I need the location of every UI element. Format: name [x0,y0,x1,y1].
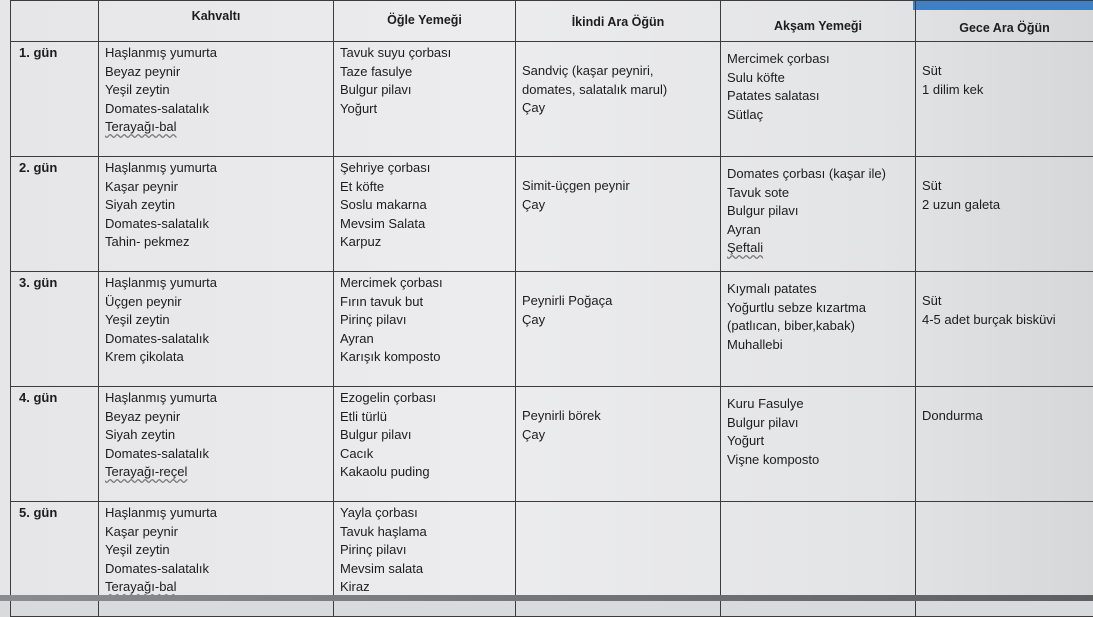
menu-item: Terayağı-bal [105,578,333,597]
menu-item: Kakaolu puding [340,463,515,482]
dinner-cell [721,387,916,502]
menu-item: Vişne komposto [727,451,915,470]
menu-item: Etli türlü [340,408,515,427]
lunch-cell [334,157,516,272]
menu-item: Tavuk suyu çorbası [340,44,515,63]
menu-item: Yoğurt [727,432,915,451]
dinner-cell [721,42,916,157]
menu-item: Domates-salatalık [105,215,333,234]
menu-item: Şehriye çorbası [340,159,515,178]
menu-item: 2 uzun galeta [922,196,1093,215]
menu-item: Yayla çorbası [340,504,515,523]
menu-item: Fırın tavuk but [340,293,515,312]
menu-item: Haşlanmış yumurta [105,389,333,408]
menu-item: Bulgur pilavı [340,81,515,100]
breakfast-cell [99,387,334,502]
header-breakfast: Kahvaltı [99,1,334,42]
menu-item: Mevsim Salata [340,215,515,234]
breakfast-cell [99,272,334,387]
menu-item: Bulgur pilavı [340,426,515,445]
menu-item: Çay [522,99,720,118]
header-night-snack: Gece Ara Öğün [916,1,1093,42]
afternoon-cell [516,387,721,502]
menu-item: Dondurma [922,407,1093,426]
dinner-cell [721,157,916,272]
menu-item: Pirinç pilavı [340,541,515,560]
menu-item: Domates-salatalık [105,100,333,119]
menu-item: Siyah zeytin [105,196,333,215]
menu-item: Ayran [340,330,515,349]
menu-item: Domates-salatalık [105,560,333,579]
menu-item: Pirinç pilavı [340,311,515,330]
night-cell [916,157,1093,272]
menu-item: Bulgur pilavı [727,414,915,433]
menu-item: Ezogelin çorbası [340,389,515,408]
night-cell [916,272,1093,387]
menu-item: Taze fasulye [340,63,515,82]
lunch-cell [334,42,516,157]
table-row [11,42,1093,157]
dinner-cell [721,272,916,387]
menu-item: Et köfte [340,178,515,197]
menu-item: 4-5 adet burçak bisküvi [922,311,1093,330]
menu-item: Kiraz [340,578,515,597]
menu-item: 1 dilim kek [922,81,1093,100]
menu-item: Üçgen peynir [105,293,333,312]
menu-item: Domates-salatalık [105,445,333,464]
menu-item: Karışık komposto [340,348,515,367]
night-cell [916,42,1093,157]
menu-item: Domates-salatalık [105,330,333,349]
menu-item: Kaşar peynir [105,178,333,197]
menu-item: Yeşil zeytin [105,311,333,330]
menu-item: Peynirli börek [522,407,720,426]
header-day [11,1,99,42]
menu-item: Simit-üçgen peynir [522,177,720,196]
menu-item: Haşlanmış yumurta [105,274,333,293]
menu-item: Yeşil zeytin [105,541,333,560]
header-dinner: Akşam Yemeği [721,1,916,42]
menu-item: Yoğurtlu sebze kızartma [727,299,915,318]
menu-item: Haşlanmış yumurta [105,504,333,523]
menu-item: Beyaz peynir [105,63,333,82]
breakfast-cell [99,157,334,272]
day-label: 4. gün [11,387,99,502]
breakfast-cell [99,42,334,157]
table-row [11,272,1093,387]
lunch-cell [334,387,516,502]
menu-item: Kıymalı patates [727,280,915,299]
menu-item: Kaşar peynir [105,523,333,542]
menu-item: domates, salatalık marul) [522,81,720,100]
menu-item: Çay [522,311,720,330]
menu-item: Süt [922,292,1093,311]
menu-item: Sandviç (kaşar peyniri, [522,62,720,81]
header-afternoon-snack: İkindi Ara Öğün [516,1,721,42]
menu-item: Beyaz peynir [105,408,333,427]
menu-item: Muhallebi [727,336,915,355]
menu-item: Mevsim salata [340,560,515,579]
menu-item: Çay [522,426,720,445]
menu-item: Terayağı-reçel [105,463,333,482]
menu-item: Mercimek çorbası [340,274,515,293]
table-row [11,387,1093,502]
menu-item: Tahin- pekmez [105,233,333,252]
menu-item: Cacık [340,445,515,464]
day-label: 3. gün [11,272,99,387]
menu-item: Süt [922,177,1093,196]
menu-item: Yoğurt [340,100,515,119]
day-label: 5. gün [11,502,99,617]
menu-item: Soslu makarna [340,196,515,215]
night-cell [916,387,1093,502]
afternoon-cell [516,42,721,157]
afternoon-cell [516,157,721,272]
menu-item: Patates salatası [727,87,915,106]
taskbar-edge [0,595,1093,601]
menu-item: Tavuk sote [727,184,915,203]
menu-item: Sütlaç [727,106,915,125]
menu-item: Tavuk haşlama [340,523,515,542]
menu-item: Domates çorbası (kaşar ile) [727,165,915,184]
lunch-cell [334,272,516,387]
menu-item: Mercimek çorbası [727,50,915,69]
header-row [11,1,1093,42]
menu-item: (patlıcan, biber,kabak) [727,317,915,336]
menu-item: Haşlanmış yumurta [105,159,333,178]
menu-item: Süt [922,62,1093,81]
menu-item: Krem çikolata [105,348,333,367]
table-row [11,157,1093,272]
menu-item: Yeşil zeytin [105,81,333,100]
menu-item: Siyah zeytin [105,426,333,445]
afternoon-cell [516,272,721,387]
menu-item: Sulu köfte [727,69,915,88]
day-label: 1. gün [11,42,99,157]
menu-item: Karpuz [340,233,515,252]
menu-item: Ayran [727,221,915,240]
header-lunch: Öğle Yemeği [334,1,516,42]
menu-item: Çay [522,196,720,215]
menu-item: Kuru Fasulye [727,395,915,414]
menu-item: Terayağı-bal [105,118,333,137]
menu-item: Peynirli Poğaça [522,292,720,311]
meal-plan-table [10,0,1093,617]
day-label: 2. gün [11,157,99,272]
menu-item: Bulgur pilavı [727,202,915,221]
menu-item: Haşlanmış yumurta [105,44,333,63]
menu-item: Şeftali [727,239,915,258]
